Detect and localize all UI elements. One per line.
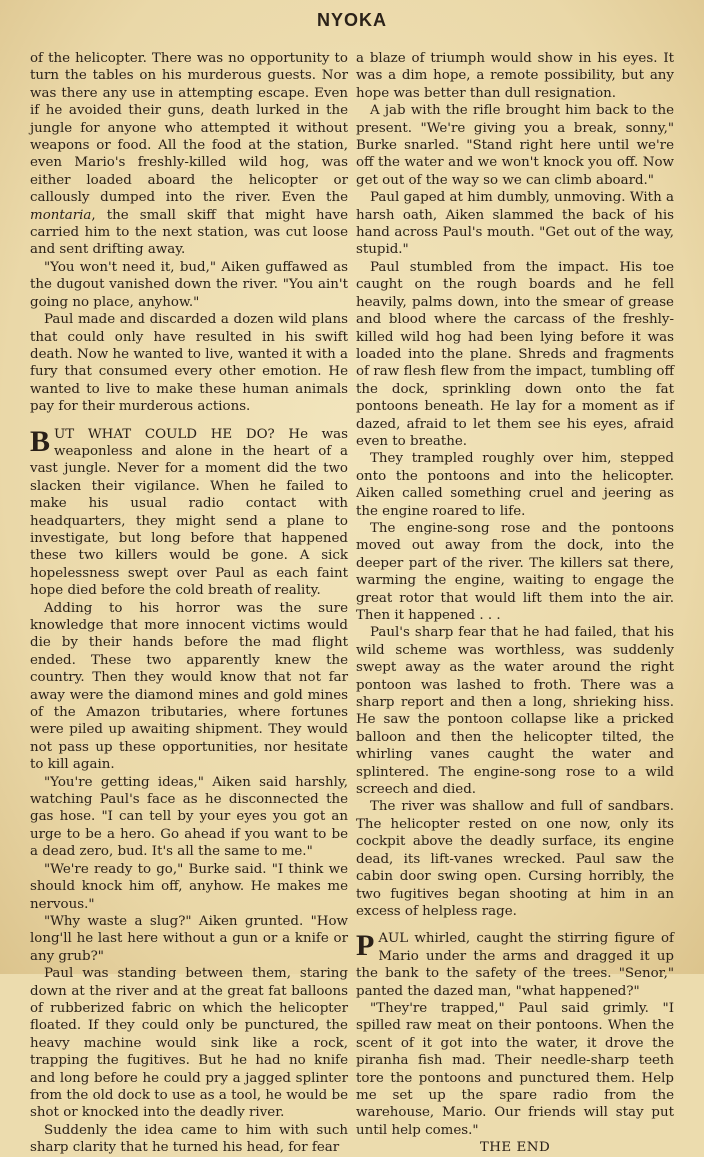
paragraph: PAUL whirled, caught the stirring figure of Mario under the arms and dragged it up the bank to the safety of the trees. "Senor," panted the dazed man, "what happened?" (356, 929, 674, 999)
paragraph: Adding to his horror was the sure knowledge that more innocent victims would die by their hands before the mad flight ended. These two apparently knew the country. Then they would know that not far away were the diamond mines and gold mines of the Amazon tributaries, where fortunes were piled up awaiting shipment. They would not pass up these opportunities, nor hesitate to kill again. (30, 600, 348, 773)
paragraph: "Why waste a slug?" Aiken grunted. "How long'll he last here without a gun or a knife or any grub?" (30, 913, 348, 964)
paragraph: Paul's sharp fear that he had failed, that his wild scheme was worthless, was suddenly swept away as the water around the right pontoon was lashed to froth. There was a sharp report and then a long, shrieking hiss. He saw the pontoon collapse like a pricked balloon and then the helicopter tilted, the whirling vanes caught the water and splintered. The engine-song rose to a wild screech and died. (356, 625, 674, 798)
right-column (356, 50, 674, 1156)
paragraph: BUT WHAT COULD HE DO? He was weaponless and alone in the heart of a vast jungle. Never for a moment did the two slacken their vigilance. When he failed to make his usual radio contact with headquarters, they might send a plane to investigate, but long before that happened these two killers would be gone. A sick hopelessness swept over Paul as each faint hope died before the cold breath of reality. (30, 424, 348, 599)
paragraph: Paul gaped at him dumbly, unmoving. With a harsh oath, Aiken slammed the back of his hand across Paul's mouth. "Get out of the way, stupid." (356, 190, 674, 258)
paragraph: Paul made and discarded a dozen wild plans that could only have resulted in his swift death. Now he wanted to live, wanted it with a fury that consumed every other emotion. He wanted to live to make these human animals pay for their murderous actions. (30, 312, 348, 415)
page-title: NYOKA (316, 10, 387, 30)
paragraph: "We're ready to go," Burke said. "I think we should knock him off, anyhow. He makes me nervous." (30, 861, 348, 912)
paragraph: a blaze of triumph would show in his eyes. It was a dim hope, a remote possibility, but any hope was better than dull resignation. (356, 51, 674, 101)
paragraph: The river was shallow and full of sandbars. The helicopter rested on one now, only its cockpit above the deadly surface, its engine dead, its lift-vanes wrecked. Paul saw the cabin door swing open. Cursing horribly, the two fugitives began shooting at him in an excess of helpless rage. (356, 799, 674, 919)
paragraph: of the helicopter. There was no opportunity to turn the tables on his murderous guests. Nor was there any use in attempting escape. Even if he avoided their guns, death lurked in the jungle for anyone who attempted it without weapons or food. All the food at the station, even Mario's freshly-killed wild hog, was either loaded aboard the helicopter or callously dumped into the river. Even the montaria, the small skiff that might have carried him to the next station, was cut loose and sent drifting away. (30, 51, 348, 258)
paragraph: The engine-song rose and the pontoons moved out away from the dock, into the deeper part of the river. The killers sat there, warming the engine, waiting to engage the great rotor that would lift them into the air. Then it happened . . . (356, 520, 674, 623)
paragraph: Paul was standing between them, staring down at the river and at the great fat balloons of rubberized fabric on which the helicopter floated. If they could only be punctured, the heavy machine would sink like a rock, trapping the fugitives. But he had no knife and long before he could pry a jagged splinter from the old dock to use as a tool, he would be shot or knocked into the deadly river. (30, 966, 348, 1121)
paragraph: They trampled roughly over him, stepped onto the pontoons and into the helicopter. Aiken called something cruel and jeering as the engine roared to life. (356, 451, 674, 519)
drop-cap: P (356, 929, 375, 963)
left-column (30, 50, 348, 1156)
paragraph: A jab with the rifle brought him back to the present. "We're giving you a break, sonny," Burke snarled. "Stand right here until we're off the water and we won't knock you off. Now get out of the way so we can climb aboard." (356, 103, 674, 188)
drop-cap: B (30, 424, 51, 458)
paragraph: "They're trapped," Paul said grimly. "I spilled raw meat on their pontoons. When the scent of it got into the water, it drove the piranha fish mad. Their needle-sharp teeth tore the pontoons and punctured them. Help me set up the spare radio from the warehouse, Mario. Our friends will stay put until help comes." (356, 1000, 674, 1138)
paragraph: "You're getting ideas," Aiken said harshly, watching Paul's face as he disconnected the gas hose. "I can tell by your eyes you got an urge to be a hero. Go ahead if you want to be a dead zero, bud. It's all the same to me." (30, 774, 348, 860)
paragraph: Suddenly the idea came to him with such sharp clarity that he turned his head, for fear (30, 1122, 348, 1156)
paragraph: Paul stumbled from the impact. His toe caught on the rough boards and he fell heavily, palms down, into the smear of grease and blood where the carcass of the freshly-killed wild hog had been lying before it was loaded into the plane. Shreds and fragments of raw flesh flew from the impact, tumbling off the dock, sprinkling down onto the fat pontoons beneath. He lay for a moment as if dazed, afraid to let them see his eyes, afraid even to breathe. (356, 259, 674, 449)
paragraph: "You won't need it, bud," Aiken guffawed as the dugout vanished down the river. "You ain't going no place, anyhow." (30, 259, 348, 310)
the-end-label: THE END (479, 1140, 551, 1156)
